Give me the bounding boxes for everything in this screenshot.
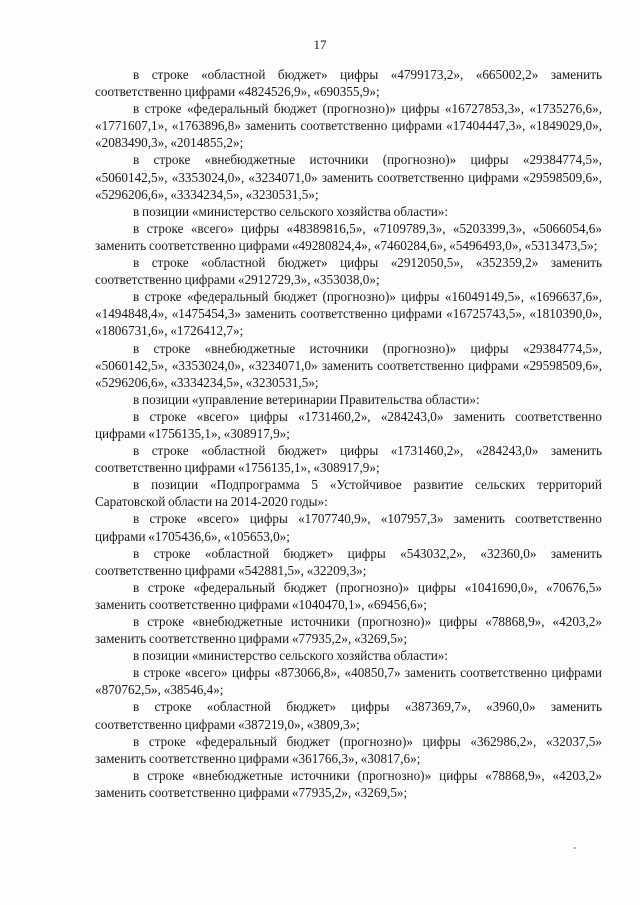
paragraph: в позиции «управление ветеринарии Правительства области»: xyxy=(133,391,480,407)
paragraph: в строке «федеральный бюджет (прогнозно)» цифры «362986,2», «32037,5» заменить соответственно цифрами «361766,3», «30817,6»; xyxy=(95,733,602,766)
scan-speck xyxy=(574,847,576,849)
amendment-text xyxy=(95,66,602,801)
paragraph: в строке «областной бюджет» цифры «4799173,2», «665002,2» заменить соответственно цифрами «4824526,9», «690355,9»; xyxy=(95,67,602,100)
paragraph: в строке «всего» цифры «1731460,2», «284243,0» заменить соответственно цифрами «1756135,1», «308917,9»; xyxy=(95,408,602,441)
paragraph: в строке «областной бюджет» цифры «1731460,2», «284243,0» заменить соответственно цифрами «1756135,1», «308917,9»; xyxy=(95,443,602,476)
paragraph: в строке «всего» цифры «873066,8», «40850,7» заменить соответственно цифрами «870762,5», «38546,4»; xyxy=(95,665,602,698)
paragraph: в позиции «министерство сельского хозяйства области»: xyxy=(133,648,449,664)
paragraph: в строке «внебюджетные источники (прогнозно)» цифры «29384774,5», «5060142,5», «3353024,0», «3234071,0» заменить соответственно цифрами «29598509,6», «5296206,6», «3334234,5», «3230531,5»; xyxy=(95,152,602,202)
paragraph: в строке «всего» цифры «1707740,9», «107957,3» заменить соответственно цифрами «1705436,6», «105653,0»; xyxy=(95,511,602,544)
paragraph: в строке «федеральный бюджет (прогнозно)» цифры «16727853,3», «1735276,6», «1771607,1», «1763896,8» заменить соответственно цифрами «17404447,3», «1849029,0», «2083490,3», «2014855,2»; xyxy=(95,101,602,151)
paragraph: в строке «всего» цифры «48389816,5», «7109789,3», «5203399,3», «5066054,6» заменить соответственно цифрами «49280824,4», «7460284,6», «5496493,0», «5313473,5»; xyxy=(95,220,602,253)
page-number: 17 xyxy=(313,37,327,52)
paragraph: в строке «областной бюджет» цифры «543032,2», «32360,0» заменить соответственно цифрами «542881,5», «32209,3»; xyxy=(95,545,602,578)
paragraph: в позиции «министерство сельского хозяйства области»: xyxy=(133,203,449,219)
paragraph: в строке «областной бюджет» цифры «387369,7», «3960,0» заменить соответственно цифрами «387219,0», «3809,3»; xyxy=(95,699,602,732)
paragraph: в позиции «Подпрограмма 5 «Устойчивое развитие сельских территорий Саратовской области на 2014-2020 годы»: xyxy=(95,477,602,510)
paragraph: в строке «федеральный бюджет (прогнозно)» цифры «16049149,5», «1696637,6», «1494848,4», «1475454,3» заменить соответственно цифрами «16725743,5», «1810390,0», «1806731,6», «1726412,7»; xyxy=(95,289,602,339)
paragraph: в строке «внебюджетные источники (прогнозно)» цифры «78868,9», «4203,2» заменить соответственно цифрами «77935,2», «3269,5»; xyxy=(95,767,602,800)
paragraph: в строке «внебюджетные источники (прогнозно)» цифры «29384774,5», «5060142,5», «3353024,0», «3234071,0» заменить соответственно цифрами «29598509,6», «5296206,6», «3334234,5», «3230531,5»; xyxy=(95,340,602,390)
paragraph: в строке «федеральный бюджет (прогнозно)» цифры «1041690,0», «70676,5» заменить соответственно цифрами «1040470,1», «69456,6»; xyxy=(95,579,602,612)
paragraph: в строке «внебюджетные источники (прогнозно)» цифры «78868,9», «4203,2» заменить соответственно цифрами «77935,2», «3269,5»; xyxy=(95,614,602,647)
paragraph: в строке «областной бюджет» цифры «2912050,5», «352359,2» заменить соответственно цифрами «2912729,3», «353038,0»; xyxy=(95,255,602,288)
